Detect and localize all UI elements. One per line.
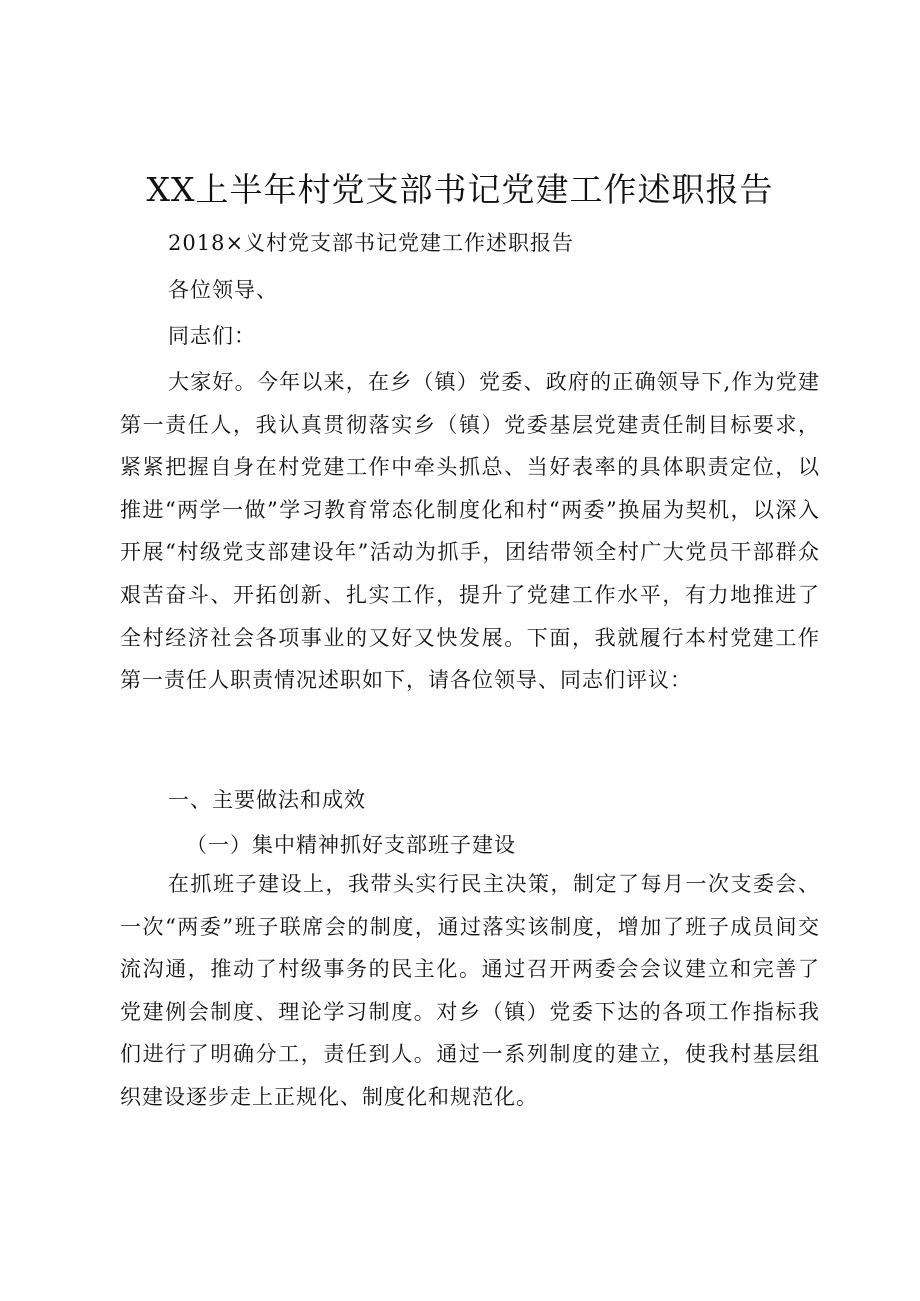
document-subtitle: 2018×义村党支部书记党建工作述职报告 — [168, 231, 575, 255]
body-paragraph: 在抓班子建设上，我带头实行民主决策，制定了每月一次支委会、一次“两委”班子联席会的制度，通过落实该制度，增加了班子成员间交流沟通，推动了村级事务的民主化。通过召开两委会会议建立和完善了党建例会制度、理论学习制度。对乡（镇）党委下达的各项工作指标我们进行了明确分工，责任到人。通过一系列制度的建立，使我村基层组织建设逐步走上正规化、制度化和规范化。 — [120, 872, 820, 1109]
section-heading: 一、主要做法和成效 — [168, 788, 366, 812]
subsection-heading: （一）集中精神抓好支部班子建设 — [186, 833, 516, 857]
intro-paragraph: 大家好。今年以来，在乡（镇）党委、政府的正确领导下,作为党建第一责任人，我认真贯彻落实乡（镇）党委基层党建责任制目标要求，紧紧把握自身在村党建工作中牵头抓总、当好表率的具体职责定位，以推进“两学一做”学习教育常态化制度化和村“两委”换届为契机，以深入开展“村级党支部建设年”活动为抓手，团结带领全村广大党员干部群众艰苦奋斗、开拓创新、扎实工作，提升了党建工作水平，有力地推进了全村经济社会各项事业的又好又快发展。下面，我就履行本村党建工作第一责任人职责情况述职如下，请各位领导、同志们评议： — [120, 370, 820, 693]
document-title: XX上半年村党支部书记党建工作述职报告 — [146, 170, 774, 209]
greeting-line-2: 同志们： — [168, 324, 256, 348]
greeting-line-1: 各位领导、 — [168, 278, 278, 302]
